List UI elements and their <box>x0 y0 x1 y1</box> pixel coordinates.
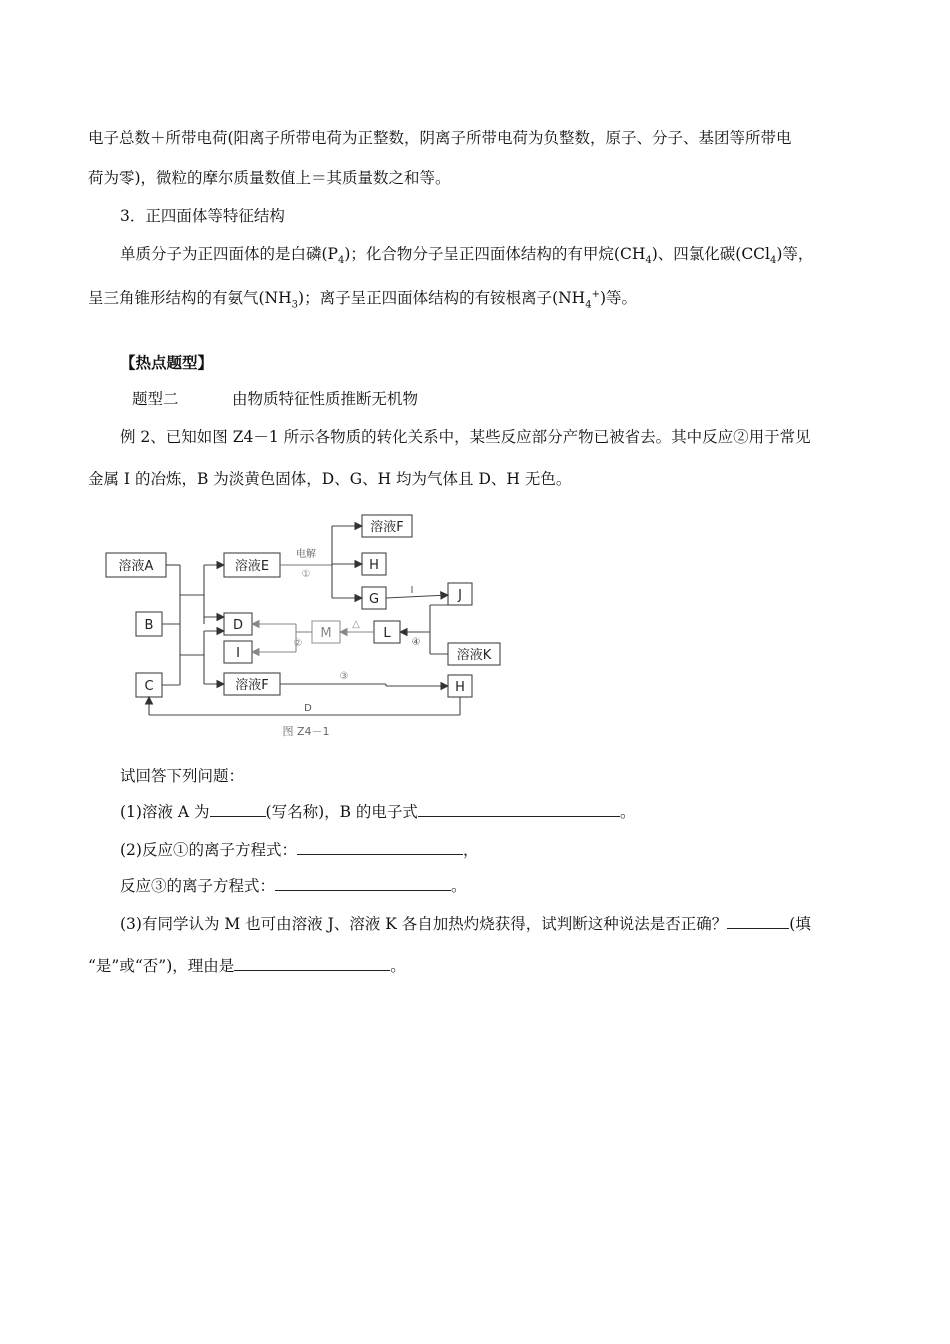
label-j: J <box>458 588 462 603</box>
question-2: (2)反应①的离子方程式： ， <box>120 841 479 859</box>
label-reaction-2: ② <box>293 638 303 649</box>
label-i: I <box>236 646 240 661</box>
answer-blank-1[interactable] <box>210 802 266 817</box>
label-h2: H <box>455 680 465 695</box>
hot-topics-heading: 【热点题型】 <box>120 353 214 372</box>
label-heat: △ <box>352 619 360 630</box>
answer-blank-5[interactable] <box>727 914 789 929</box>
section3-heading: 3．正四面体等特征结构 <box>120 207 285 225</box>
questions-intro: 试回答下列问题： <box>120 767 245 785</box>
label-solution-a: 溶液A <box>118 559 154 574</box>
label-electrolysis: 电解 <box>296 549 316 560</box>
label-i-reagent: I <box>410 585 414 596</box>
question-3-part2: “是”或“否”)，理由是 。 <box>88 957 406 975</box>
label-d: D <box>232 618 244 633</box>
question-1: (1)溶液 A 为 (写名称)，B 的电子式 。 <box>120 803 636 821</box>
para2-line2: 呈三角锥形结构的有氨气$(NH_3)$；离子呈正四面体结构的有铵根离子$(NH_4^+)$等。 <box>88 289 638 311</box>
label-d-path: D <box>304 703 312 714</box>
label-c: C <box>144 679 154 694</box>
reaction-diagram <box>100 505 540 745</box>
label-reaction-1: ① <box>301 569 311 580</box>
label-reaction-4: ④ <box>411 637 421 648</box>
question-type-label: 题型二 <box>132 390 179 408</box>
question-type-title: 由物质特征性质推断无机物 <box>232 390 419 408</box>
label-solution-f1: 溶液F <box>370 520 404 535</box>
label-h1: H <box>369 558 379 573</box>
label-m: M <box>320 626 332 641</box>
label-solution-k: 溶液K <box>456 648 492 663</box>
label-b: B <box>144 618 154 633</box>
label-solution-f2: 溶液F <box>235 678 269 693</box>
answer-blank-4[interactable] <box>275 876 451 891</box>
answer-blank-3[interactable] <box>297 840 463 855</box>
para1-line1: 电子总数＋所带电荷(阳离子所带电荷为正整数，阴离子所带电荷为负整数，原子、分子、基团等所带电 <box>88 129 792 147</box>
answer-blank-2[interactable] <box>418 802 620 817</box>
label-reaction-3: ③ <box>339 671 349 682</box>
label-l: L <box>383 626 391 641</box>
label-solution-e: 溶液E <box>234 559 270 574</box>
para2-line1: 单质分子为正四面体的是白磷$(P_4)$；化合物分子呈正四面体结构的有甲烷$(CH_4)$、四氯化碳(CCl$_4$)等， <box>120 245 814 267</box>
label-g: G <box>368 592 380 607</box>
figure-caption: 图 Z4－1 <box>282 725 330 738</box>
question-2-part2: 反应③的离子方程式： 。 <box>120 877 467 895</box>
answer-blank-6[interactable] <box>234 956 390 971</box>
para1-line2: 荷为零)，微粒的摩尔质量数值上＝其质量数之和等。 <box>88 169 451 187</box>
example-line2: 金属 I 的冶炼，B 为淡黄色固体，D、G、H 均为气体且 D、H 无色。 <box>88 470 572 488</box>
question-3: (3)有同学认为 M 也可由溶液 J、溶液 K 各自加热灼烧获得，试判断这种说法是否正确？ (填 <box>120 915 811 933</box>
example-line1: 例 2、已知如图 Z4－1 所示各物质的转化关系中，某些反应部分产物已被省去。其中反应②用于常见 <box>120 428 811 446</box>
